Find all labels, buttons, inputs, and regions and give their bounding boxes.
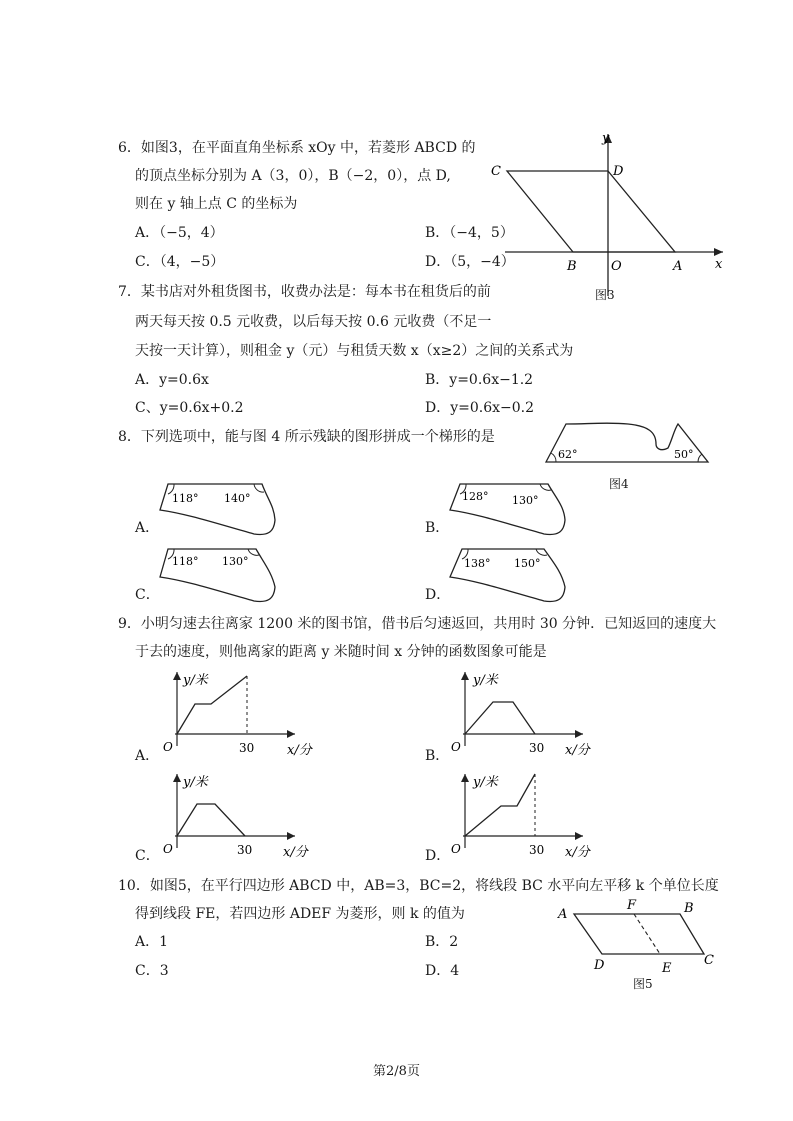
q6-line-1: 6．如图3，在平面直角坐标系 xOy 中，若菱形 ABCD 的 (118, 140, 476, 156)
fig4-angle-left: 62° (558, 448, 578, 461)
fig3-label-a: A (673, 259, 683, 274)
q8-line: 8．下列选项中，能与图 4 所示残缺的图形拼成一个梯形的是 (118, 429, 495, 445)
q9-graph-b (443, 664, 613, 764)
page-number: 第2/8页 (373, 1064, 420, 1079)
q10-option-c: C．3 (135, 963, 169, 979)
q7-option-d: D．y=0.6x−0.2 (425, 400, 535, 416)
q7-option-b: B．y=0.6x−1.2 (425, 372, 534, 388)
q10-option-b: B．2 (425, 934, 459, 950)
figure-4-caption: 图4 (609, 477, 629, 491)
fig3-label-x: x (715, 257, 723, 272)
q8-option-b-letter: B． (425, 520, 450, 536)
q9-c-ylabel: y/米 (183, 775, 208, 790)
fig3-label-y: y (602, 131, 610, 146)
q9-graph-c (155, 764, 325, 864)
fig3-label-b: B (567, 259, 577, 274)
q9-b-ylabel: y/米 (473, 673, 498, 688)
q9-a-ylabel: y/米 (183, 673, 208, 688)
q9-d-origin: O (451, 842, 461, 856)
fig3-label-o: O (611, 259, 622, 274)
q8-c-angle-2: 130° (222, 555, 249, 568)
q8-d-angle-2: 150° (514, 557, 541, 570)
fig4-angle-right: 50° (674, 448, 694, 461)
figure-3-caption: 图3 (595, 288, 615, 302)
q9-a-tick: 30 (239, 741, 255, 755)
q9-option-c-letter: C． (135, 848, 160, 864)
q8-b-angle-2: 130° (512, 494, 539, 507)
q10-line-1: 10．如图5，在平行四边形 ABCD 中，AB=3，BC=2，将线段 BC 水平向左平移 k 个单位长度 (118, 878, 719, 894)
q9-b-xlabel: x/分 (565, 743, 590, 758)
q6-line-2: 的顶点坐标分别为 A（3，0），B（−2，0），点 D, (135, 168, 451, 184)
q9-a-xlabel: x/分 (287, 743, 312, 758)
q8-option-a-shape (158, 480, 283, 540)
q9-line-1: 9．小明匀速去往离家 1200 米的图书馆，借书后匀速返回，共用时 30 分钟．已知返回的速度大 (118, 616, 717, 632)
q9-a-origin: O (163, 740, 173, 754)
q9-d-ylabel: y/米 (473, 775, 498, 790)
fig5-label-b: B (684, 901, 694, 916)
fig5-label-d: D (594, 958, 605, 973)
q6-option-c: C．（4，−5） (135, 254, 225, 270)
q8-b-angle-1: 128° (462, 490, 489, 503)
q7-line-3: 天按一天计算），则租金 y（元）与租赁天数 x（x≥2）之间的关系式为 (135, 343, 574, 359)
fig5-label-c: C (704, 953, 714, 968)
q8-d-angle-1: 138° (464, 557, 491, 570)
q9-b-origin: O (451, 740, 461, 754)
q6-option-d: D．（5，−4） (425, 254, 515, 270)
q8-a-angle-1: 118° (172, 492, 199, 505)
q8-option-a-letter: A． (135, 520, 160, 536)
q9-c-origin: O (163, 842, 173, 856)
fig3-label-d: D (613, 164, 624, 179)
q8-option-b-shape (448, 480, 573, 540)
q8-option-d-shape (448, 545, 573, 607)
q9-b-tick: 30 (529, 741, 545, 755)
q8-option-c-letter: C． (135, 587, 160, 603)
q9-d-xlabel: x/分 (565, 845, 590, 860)
q7-line-1: 7．某书店对外租货图书，收费办法是：每本书在租货后的前 (118, 284, 491, 300)
fig3-label-c: C (491, 164, 501, 179)
q8-a-angle-2: 140° (224, 492, 251, 505)
q9-option-d-letter: D． (425, 848, 451, 864)
q9-c-xlabel: x/分 (283, 845, 308, 860)
figure-5-parallelogram (552, 896, 722, 976)
q6-option-a: A．（−5，4） (135, 225, 224, 241)
q9-graph-d (443, 764, 613, 864)
figure-5-caption: 图5 (633, 977, 653, 991)
q10-option-a: A．1 (135, 934, 169, 950)
figure-4-broken-trapezoid (538, 418, 718, 468)
q8-option-d-letter: D． (425, 587, 451, 603)
q9-graph-a (155, 664, 325, 764)
q8-option-c-shape (158, 545, 283, 607)
q9-line-2: 于去的速度，则他离家的距离 y 米随时间 x 分钟的函数图象可能是 (135, 644, 547, 660)
q8-c-angle-1: 118° (172, 555, 199, 568)
fig5-label-f: F (627, 898, 637, 913)
q9-c-tick: 30 (237, 843, 253, 857)
q9-option-b-letter: B． (425, 748, 450, 764)
q6-option-b: B．（−4，5） (425, 225, 514, 241)
q7-option-a: A．y=0.6x (135, 372, 209, 388)
q6-line-3: 则在 y 轴上点 C 的坐标为 (135, 196, 298, 212)
fig5-label-e: E (662, 961, 672, 976)
q9-option-a-letter: A． (135, 748, 160, 764)
q10-line-2: 得到线段 FE，若四边形 ADEF 为菱形，则 k 的值为 (135, 906, 465, 922)
q9-d-tick: 30 (529, 843, 545, 857)
q10-option-d: D．4 (425, 963, 460, 979)
q7-option-c: C、y=0.6x+0.2 (135, 400, 244, 416)
figure-3-coordinate-rhombus (485, 128, 735, 303)
q7-line-2: 两天每天按 0.5 元收费，以后每天按 0.6 元收费（不足一 (135, 314, 492, 330)
fig5-label-a: A (558, 907, 568, 922)
